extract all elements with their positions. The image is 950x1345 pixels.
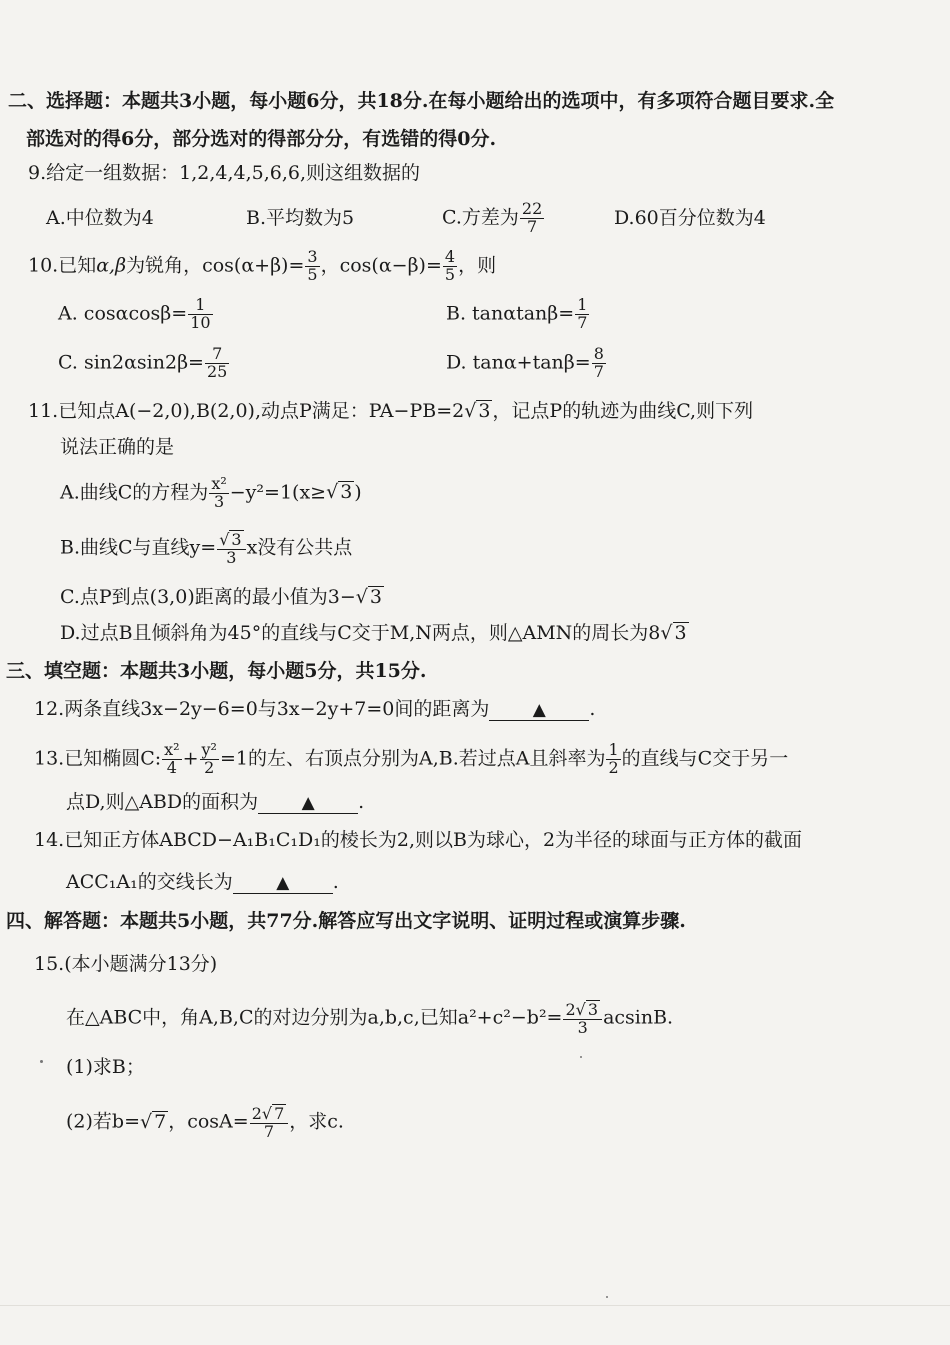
scan-speck bbox=[40, 1060, 43, 1063]
q13-stem: 13.已知椭圆C: $\frac{\text{x²}}{4}$ + $\frac{\text{y²}}{2}$ =1的左、右顶点分别为A,B.若过点A且斜率为 $\frac{1}{2}$ 的直线与C交于另一 bbox=[34, 740, 789, 777]
q11-option-d: D.过点B且倾斜角为45°的直线与C交于M,N两点，则△AMN的周长为8√ 3 bbox=[60, 622, 687, 644]
q10-option-a: A. cosαcosβ= $\frac{1}{10}$ bbox=[58, 295, 211, 332]
q13-answer-blank[interactable]: ▲ bbox=[258, 794, 358, 814]
section-3-heading: 三、填空题：本题共3小题，每小题5分，共15分. bbox=[6, 660, 427, 682]
q14-stem-cont: ACC₁A₁的交线长为 ▲ . bbox=[66, 871, 339, 893]
q11-stem: 11.已知点A(−2,0),B(2,0),动点P满足：PA−PB=2√ 3 ，记点P的轨迹为曲线C,则下列 bbox=[28, 400, 754, 422]
q11-stem-cont: 说法正确的是 bbox=[60, 436, 175, 458]
q14-stem: 14.已知正方体ABCD−A₁B₁C₁D₁的棱长为2,则以B为球心，2为半径的球面与正方体的截面 bbox=[34, 829, 803, 851]
q15-part-1: (1)求B； bbox=[66, 1056, 145, 1078]
section-2-heading: 二、选择题：本题共3小题，每小题6分，共18分.在每小题给出的选项中，有多项符合题目要求.全 bbox=[8, 90, 835, 112]
q14-answer-blank[interactable]: ▲ bbox=[233, 874, 333, 894]
q10-stem: 10.已知α,β为锐角，cos(α+β)= $\frac{3}{5}$ ，cos(α−β)= $\frac{4}{5}$ ，则 bbox=[28, 247, 497, 284]
q13-stem-cont: 点D,则△ABD的面积为 ▲ . bbox=[66, 791, 365, 813]
q9-option-c: C.方差为 $\frac{22}{7}$ bbox=[442, 199, 543, 236]
q15-part-2: (2)若b=√ 7 ，cosA= $\frac{2√ 7}{7}$ ，求c. bbox=[66, 1104, 344, 1142]
q12-answer-blank[interactable]: ▲ bbox=[489, 701, 589, 721]
q11-option-a: A.曲线C的方程为 $\frac{\text{x²}}{3}$ −y²=1(x≥√ 3 ) bbox=[60, 474, 362, 511]
q9-option-a: A.中位数为4 bbox=[46, 207, 154, 229]
q9-option-d: D.60百分位数为4 bbox=[614, 207, 766, 229]
q10-option-b: B. tanαtanβ= $\frac{1}{7}$ bbox=[446, 295, 588, 332]
section-4-heading: 四、解答题：本题共5小题，共77分.解答应写出文字说明、证明过程或演算步骤. bbox=[6, 910, 686, 932]
q15-stem: 在△ABC中，角A,B,C的对边分别为a,b,c,已知a²+c²−b²= $\frac{2√ 3}{3}$ acsinB. bbox=[66, 1000, 674, 1038]
scan-edge-line bbox=[0, 1305, 950, 1306]
scan-speck bbox=[580, 1056, 582, 1058]
q9-option-b: B.平均数为5 bbox=[246, 207, 355, 229]
q11-option-c: C.点P到点(3,0)距离的最小值为3−√ 3 bbox=[60, 586, 382, 608]
q10-option-d: D. tanα+tanβ= $\frac{8}{7}$ bbox=[446, 344, 604, 381]
q15-title: 15.(本小题满分13分) bbox=[34, 953, 218, 975]
q10-option-c: C. sin2αsin2β= $\frac{7}{25}$ bbox=[58, 344, 228, 381]
q11-option-b: B.曲线C与直线y= $\frac{√ 3}{3}$ x没有公共点 bbox=[60, 530, 353, 568]
scan-speck bbox=[606, 1296, 608, 1298]
q9-stem: 9.给定一组数据：1,2,4,4,5,6,6,则这组数据的 bbox=[28, 162, 421, 184]
q12-stem: 12.两条直线3x−2y−6=0与3x−2y+7=0间的距离为 ▲ . bbox=[34, 698, 596, 720]
section-2-heading-cont: 部选对的得6分，部分选对的得部分分，有选错的得0分. bbox=[26, 128, 497, 150]
q9-c-fraction: $\frac{22}{7}$ bbox=[521, 199, 543, 236]
